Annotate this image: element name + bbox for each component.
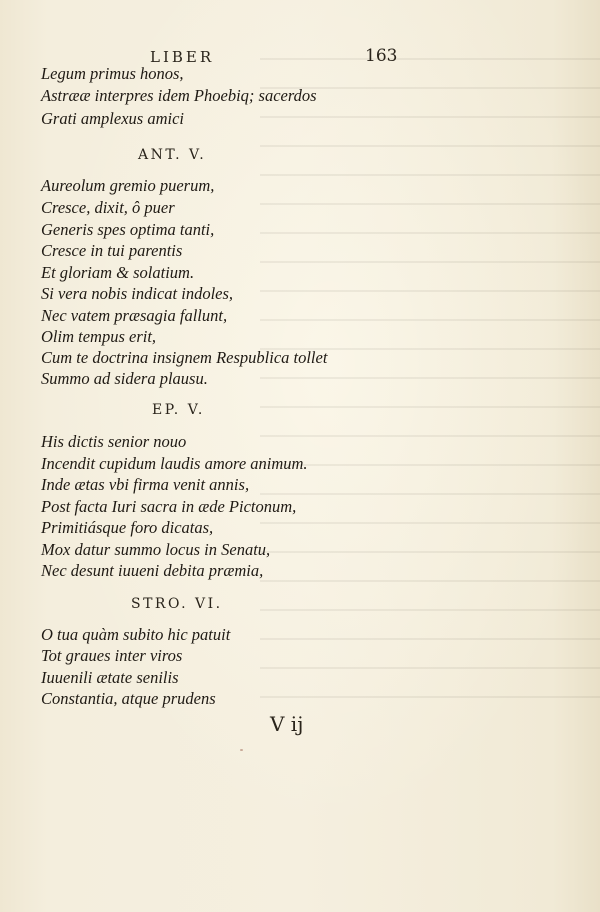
verse-line: Cresce in tui parentis bbox=[41, 241, 183, 260]
verse-line: Cresce, dixit, ô puer bbox=[41, 198, 175, 217]
section-heading: STRO. VI. bbox=[131, 596, 223, 612]
verse-line: Inde ætas vbi firma venit annis, bbox=[41, 475, 250, 494]
verse-line: Et gloriam & solatium. bbox=[41, 263, 195, 282]
verse-line: Iuuenili ætate senilis bbox=[41, 668, 179, 687]
verse-line: Olim tempus erit, bbox=[41, 327, 157, 346]
signature-mark: V ij bbox=[270, 712, 304, 736]
verse-line: His dictis senior nouo bbox=[41, 432, 187, 451]
verse-line: Summo ad sidera plausu. bbox=[41, 369, 208, 388]
verse-line: Mox datur summo locus in Senatu, bbox=[41, 540, 271, 559]
verse-line: Astrææ interpres idem Phoebiq; sacerdos bbox=[41, 86, 317, 105]
verse-line: Aureolum gremio puerum, bbox=[41, 176, 215, 195]
verse-line: Incendit cupidum laudis amore animum. bbox=[41, 454, 308, 473]
verse-line: Post facta Iuri sacra in æde Pictonum, bbox=[41, 497, 297, 516]
verse-line: Grati amplexus amici bbox=[41, 109, 184, 128]
verse-line: Constantia, atque prudens bbox=[41, 689, 216, 708]
verse-line: Nec desunt iuueni debita præmia, bbox=[41, 561, 264, 580]
section-heading: ANT. V. bbox=[138, 147, 207, 163]
verse-line: Nec vatem præsagia fallunt, bbox=[41, 306, 228, 325]
paper-stain bbox=[240, 749, 243, 751]
verse-line: Legum primus honos, bbox=[41, 64, 184, 83]
section-heading: EP. V. bbox=[152, 402, 205, 418]
bleed-through-texture bbox=[260, 40, 600, 720]
page-number: 163 bbox=[365, 46, 398, 66]
verse-line: Primitiásque foro dicatas, bbox=[41, 518, 214, 537]
verse-line: Cum te doctrina insignem Respublica tollet bbox=[41, 348, 328, 367]
verse-line: Tot graues inter viros bbox=[41, 646, 183, 665]
verse-line: Si vera nobis indicat indoles, bbox=[41, 284, 234, 303]
running-head: LIBER bbox=[150, 48, 215, 66]
verse-line: O tua quàm subito hic patuit bbox=[41, 625, 231, 644]
verse-line: Generis spes optima tanti, bbox=[41, 220, 215, 239]
